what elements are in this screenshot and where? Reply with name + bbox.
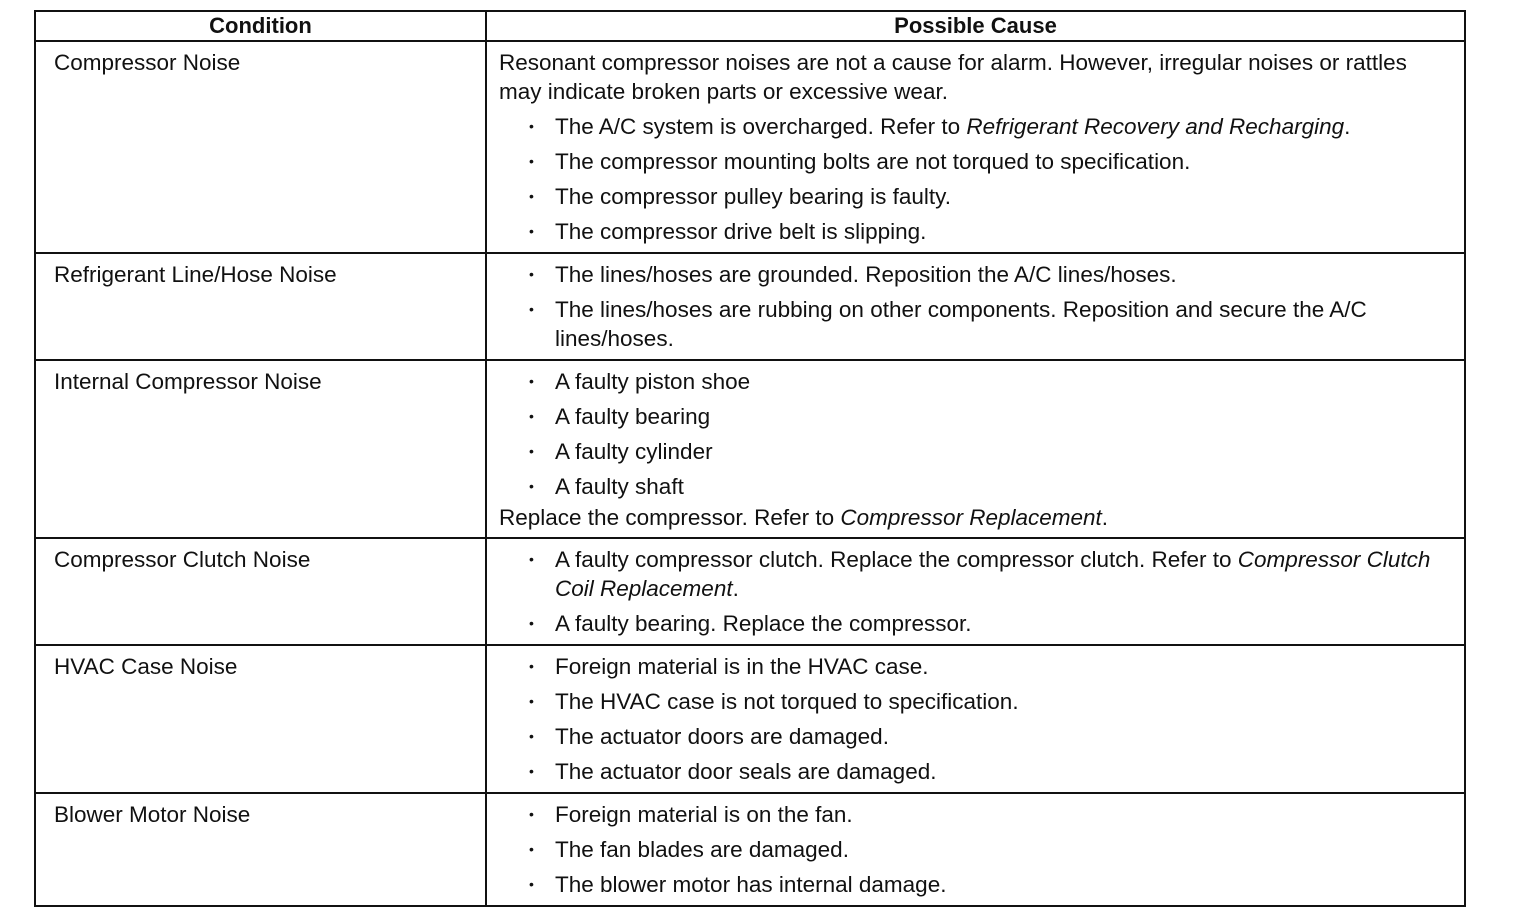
bullet-icon: •	[529, 876, 534, 892]
bullet-icon: •	[529, 806, 534, 822]
table-row	[35, 360, 1465, 538]
table-body	[35, 41, 1465, 906]
bullet-icon: •	[529, 408, 534, 424]
cause-list	[499, 112, 1452, 246]
cause-text: The compressor mounting bolts are not torqued to specification.	[555, 149, 1191, 174]
condition-cell: Blower Motor Noise	[35, 793, 486, 906]
cause-text: The compressor pulley bearing is faulty.	[555, 184, 952, 209]
table-row	[35, 793, 1465, 906]
bullet-icon: •	[529, 373, 534, 389]
cause-text: A faulty shaft	[555, 474, 684, 499]
condition-cell: HVAC Case Noise	[35, 645, 486, 793]
list-item	[529, 112, 1452, 141]
cause-tail: .	[1344, 114, 1351, 139]
list-item	[529, 757, 1452, 786]
outro-tail: .	[1101, 505, 1109, 530]
cause-text: The actuator doors are damaged.	[555, 724, 889, 749]
cause-outro	[499, 503, 1452, 532]
cause-text: The actuator door seals are damaged.	[555, 759, 937, 784]
bullet-icon: •	[529, 223, 534, 239]
cause-list	[499, 652, 1452, 786]
list-item	[529, 402, 1452, 431]
reference-link[interactable]: Refrigerant Recovery and Recharging	[966, 114, 1345, 139]
cause-list	[499, 545, 1452, 638]
cause-text: The A/C system is overcharged. Refer to	[555, 114, 967, 139]
condition-cell: Internal Compressor Noise	[35, 360, 486, 538]
header-row	[35, 11, 1465, 41]
cause-cell	[486, 253, 1465, 360]
reference-link[interactable]: Compressor Clutch Coil Replacement	[555, 547, 1431, 601]
list-item	[529, 870, 1452, 899]
cause-text: A faulty cylinder	[555, 439, 713, 464]
cause-tail: .	[732, 576, 739, 601]
cause-cell	[486, 41, 1465, 253]
bullet-icon: •	[529, 266, 534, 282]
table-row	[35, 41, 1465, 253]
table-row	[35, 538, 1465, 645]
cause-text: A faulty bearing. Replace the compressor.	[555, 611, 972, 636]
list-item	[529, 367, 1452, 396]
cause-text: Foreign material is in the HVAC case.	[555, 654, 929, 679]
list-item	[529, 260, 1452, 289]
cause-text: The blower motor has internal damage.	[555, 872, 947, 897]
list-item	[529, 609, 1452, 638]
cause-list	[499, 260, 1452, 353]
list-item	[529, 472, 1452, 501]
bullet-icon: •	[529, 728, 534, 744]
outro-text: Replace the compressor. Refer to	[499, 505, 841, 530]
bullet-icon: •	[529, 188, 534, 204]
cause-text: A faulty piston shoe	[555, 369, 751, 394]
table-row	[35, 253, 1465, 360]
list-item	[529, 217, 1452, 246]
cause-header: Possible Cause	[486, 11, 1465, 41]
condition-cell: Compressor Clutch Noise	[35, 538, 486, 645]
cause-text: The HVAC case is not torqued to specification.	[555, 689, 1019, 714]
cause-cell	[486, 645, 1465, 793]
bullet-icon: •	[529, 658, 534, 674]
cause-text: The lines/hoses are rubbing on other components. Reposition and secure the A/C lines/hoses.	[555, 297, 1367, 351]
condition-header: Condition	[35, 11, 486, 41]
list-item	[529, 147, 1452, 176]
cause-text: The compressor drive belt is slipping.	[555, 219, 927, 244]
list-item	[529, 182, 1452, 211]
cause-cell	[486, 793, 1465, 906]
bullet-icon: •	[529, 841, 534, 857]
condition-cell: Compressor Noise	[35, 41, 486, 253]
list-item	[529, 545, 1452, 603]
list-item	[529, 687, 1452, 716]
list-item	[529, 835, 1452, 864]
list-item	[529, 437, 1452, 466]
cause-text: A faulty compressor clutch. Replace the compressor clutch. Refer to	[555, 547, 1238, 572]
cause-cell	[486, 538, 1465, 645]
bullet-icon: •	[529, 763, 534, 779]
cause-text: The fan blades are damaged.	[555, 837, 849, 862]
list-item	[529, 800, 1452, 829]
list-item	[529, 295, 1452, 353]
list-item	[529, 722, 1452, 751]
reference-link[interactable]: Compressor Replacement	[840, 505, 1102, 530]
diagnosis-table	[34, 10, 1466, 907]
list-item	[529, 652, 1452, 681]
cause-text: The lines/hoses are grounded. Reposition the A/C lines/hoses.	[555, 262, 1177, 287]
cause-text: Foreign material is on the fan.	[555, 802, 853, 827]
bullet-icon: •	[529, 478, 534, 494]
table-row	[35, 645, 1465, 793]
cause-cell	[486, 360, 1465, 538]
cause-list	[499, 800, 1452, 899]
bullet-icon: •	[529, 443, 534, 459]
bullet-icon: •	[529, 615, 534, 631]
bullet-icon: •	[529, 551, 534, 567]
bullet-icon: •	[529, 301, 534, 317]
bullet-icon: •	[529, 153, 534, 169]
cause-intro: Resonant compressor noises are not a cause for alarm. However, irregular noises or rattles may indicate broken parts or excessive wear.	[499, 50, 1407, 104]
condition-cell: Refrigerant Line/Hose Noise	[35, 253, 486, 360]
bullet-icon: •	[529, 693, 534, 709]
cause-list	[499, 367, 1452, 501]
bullet-icon: •	[529, 118, 534, 134]
cause-text: A faulty bearing	[555, 404, 711, 429]
